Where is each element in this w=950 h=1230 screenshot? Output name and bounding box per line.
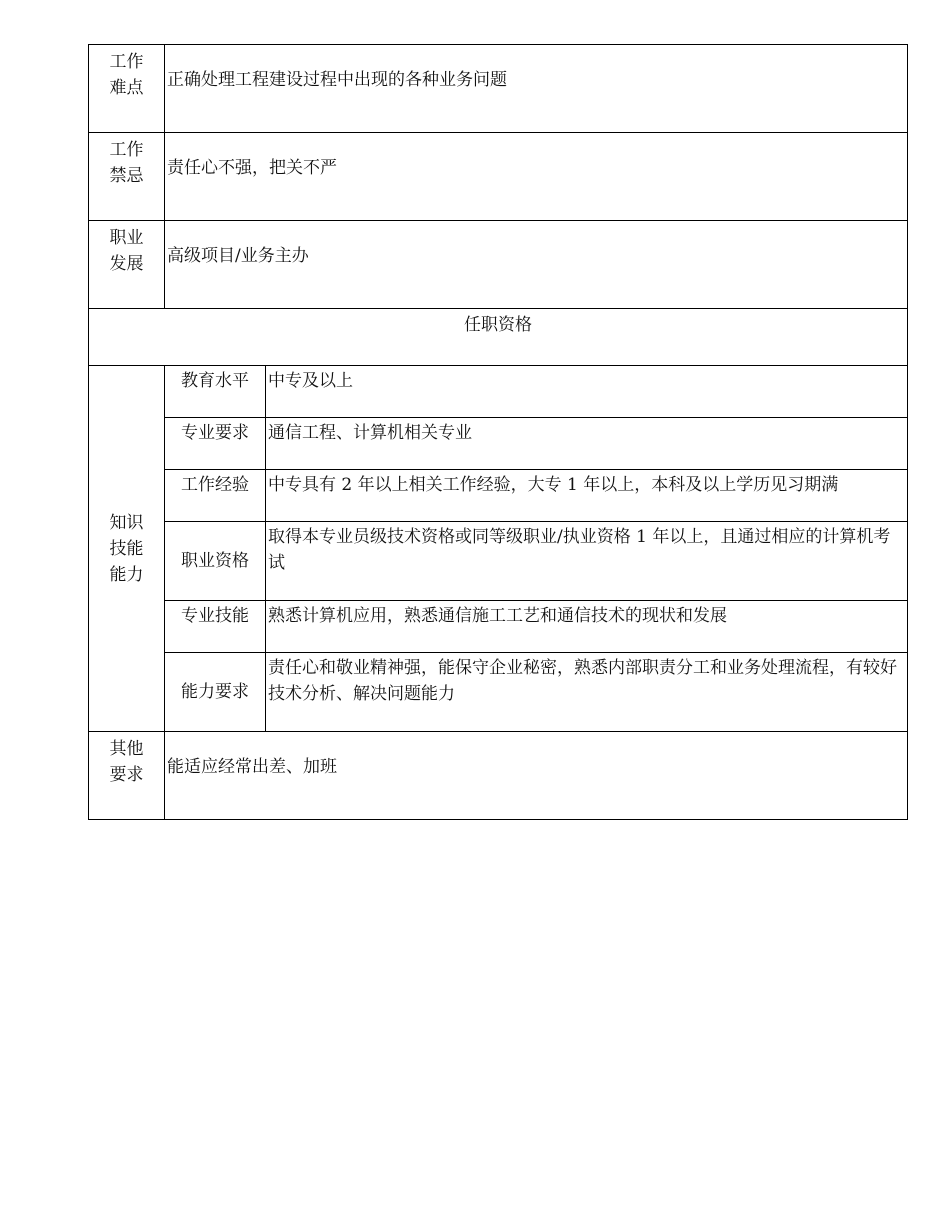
row-career-development — [89, 221, 908, 309]
qualification-row — [89, 366, 908, 418]
professional-qualification-value: 取得本专业员级技术资格或同等级职业/执业资格 1 年以上，且通过相应的计算机考试 — [266, 522, 908, 601]
qualification-row — [89, 418, 908, 470]
other-requirements-content: 能适应经常出差、加班 — [165, 732, 908, 820]
qualifications-section-title: 任职资格 — [89, 309, 908, 366]
ability-requirement-label: 能力要求 — [165, 653, 266, 732]
qualification-row — [89, 522, 908, 601]
other-requirements-label: 其他 要求 — [89, 732, 165, 820]
job-description-table — [88, 44, 908, 820]
professional-qualification-label: 职业资格 — [165, 522, 266, 601]
knowledge-skills-ability-label: 知识 技能 能力 — [89, 366, 165, 732]
row-other-requirements — [89, 732, 908, 820]
row-qualifications-header — [89, 309, 908, 366]
job-description-sheet — [88, 44, 907, 820]
education-level-label: 教育水平 — [165, 366, 266, 418]
major-requirement-label: 专业要求 — [165, 418, 266, 470]
career-development-label: 职业 发展 — [89, 221, 165, 309]
work-difficulty-content: 正确处理工程建设过程中出现的各种业务问题 — [165, 45, 908, 133]
professional-skills-label: 专业技能 — [165, 601, 266, 653]
major-requirement-value: 通信工程、计算机相关专业 — [266, 418, 908, 470]
work-difficulty-label: 工作 难点 — [89, 45, 165, 133]
work-experience-label: 工作经验 — [165, 470, 266, 522]
work-experience-value: 中专具有 2 年以上相关工作经验，大专 1 年以上，本科及以上学历见习期满 — [266, 470, 908, 522]
education-level-value: 中专及以上 — [266, 366, 908, 418]
ability-requirement-value: 责任心和敬业精神强，能保守企业秘密，熟悉内部职责分工和业务处理流程，有较好技术分析、解决问题能力 — [266, 653, 908, 732]
qualification-row — [89, 470, 908, 522]
professional-skills-value: 熟悉计算机应用，熟悉通信施工工艺和通信技术的现状和发展 — [266, 601, 908, 653]
work-prohibitions-content: 责任心不强，把关不严 — [165, 133, 908, 221]
row-work-difficulty — [89, 45, 908, 133]
qualification-row — [89, 653, 908, 732]
work-prohibitions-label: 工作 禁忌 — [89, 133, 165, 221]
row-work-prohibitions — [89, 133, 908, 221]
qualification-row — [89, 601, 908, 653]
career-development-content: 高级项目/业务主办 — [165, 221, 908, 309]
